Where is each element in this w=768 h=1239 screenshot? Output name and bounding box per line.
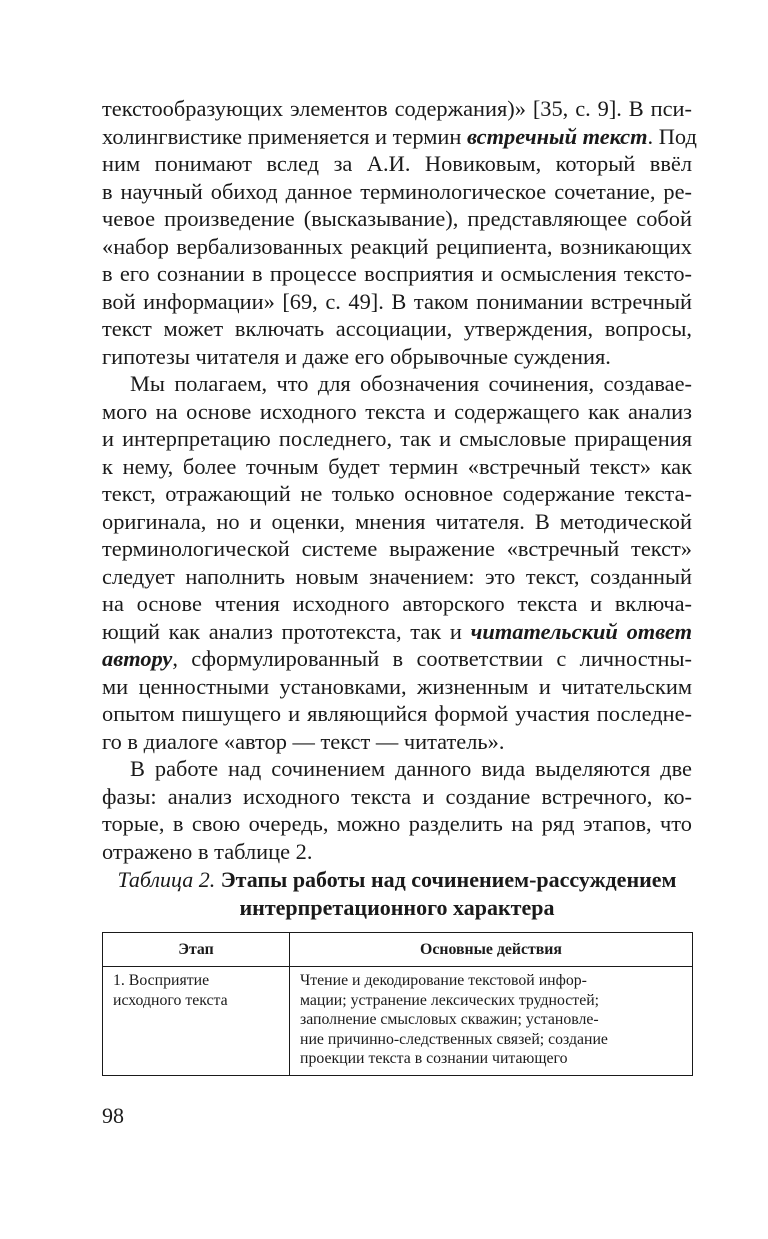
column-header-actions: Основные действия: [290, 933, 693, 967]
text-line: отражено в таблице 2.: [102, 838, 313, 864]
text-line: В работе над сочинением данного вида выделяются две: [130, 756, 692, 781]
stage-cell: 1. Восприятие исходного текста: [103, 967, 290, 1076]
text-line: ним понимают вслед за А.И. Новиковым, который ввёл: [102, 151, 692, 176]
text-line: текстообразующих элементов содержания)» [35, с. 9]. В пси-: [102, 96, 692, 121]
actions-cell: Чтение и декодирование текстовой инфор- мации; устранение лексических трудностей; заполнение смысловых скважин; установле- ние причинно-следственных связей; создание проекции текста в сознании читающего: [290, 967, 693, 1076]
text-line: на основе чтения исходного авторского текста и включа-: [102, 591, 692, 616]
text-line: ми ценностными установками, жизненным и читательским: [102, 673, 692, 699]
text-line: в его сознании в процессе восприятия и осмысления тексто-: [102, 261, 692, 286]
text-line: опытом пишущего и являющийся формой участия последне-: [102, 701, 692, 726]
text-line: фазы: анализ исходного текста и создание встречного, ко-: [102, 783, 692, 809]
text-line: торые, в свою очередь, можно разделить на ряд этапов, что: [102, 811, 692, 836]
text-line: текст, отражающий не только основное содержание текста-: [102, 481, 692, 506]
text-line: холингвистике применяется и термин встречный текст. Под: [102, 123, 697, 149]
text-line: терминологической системе выражение «встречный текст»: [102, 536, 692, 561]
term-emphasis: читательский ответ: [470, 618, 692, 644]
text-line: гипотезы читателя и даже его обрывочные суждения.: [102, 343, 611, 369]
table-caption-label: Таблица 2.: [117, 867, 216, 892]
table-caption: [102, 866, 692, 922]
column-header-stage: Этап: [103, 933, 290, 967]
text-line: текст может включать ассоциации, утверждения, вопросы,: [102, 316, 692, 341]
text-line: к нему, более точным будет термин «встречный текст» как: [102, 453, 692, 479]
text-line: в научный обиход данное терминологическое сочетание, ре-: [102, 178, 692, 204]
term-emphasis: встречный текст: [466, 123, 648, 149]
text-line: мого на основе исходного текста и содержащего как анализ: [102, 398, 692, 424]
text-line: автору, сформулированный в соответствии с личностны-: [102, 646, 692, 671]
stages-table: [102, 932, 692, 1076]
text-line: оригинала, но и оценки, мнения читателя. В методической: [102, 508, 692, 534]
text-line: го в диалоге «автор — текст — читатель».: [102, 728, 505, 754]
text-line: следует наполнить новым значением: это текст, созданный: [102, 563, 692, 589]
table-header-row: [103, 933, 693, 967]
page-number: 98: [102, 1103, 124, 1128]
text-line: и интерпретацию последнего, так и смысловые приращения: [102, 426, 692, 451]
text-line: «набор вербализованных реакций реципиента, возникающих: [102, 233, 692, 259]
term-emphasis: автору: [102, 646, 173, 671]
text-line: чевое произведение (высказывание), представляющее собой: [102, 206, 692, 231]
text-line: Мы полагаем, что для обозначения сочинения, создавае-: [130, 371, 692, 396]
table-row: [103, 967, 693, 1076]
text-line: вой информации» [69, с. 49]. В таком понимании встречный: [102, 288, 692, 314]
table-caption-title: Этапы работы над сочинением-рассуждением: [220, 867, 677, 892]
text-line: ющий как анализ прототекста, так и читательский ответ: [102, 618, 692, 644]
table-caption-title-line2: интерпретационного характера: [239, 895, 555, 920]
body-text: [102, 95, 697, 865]
